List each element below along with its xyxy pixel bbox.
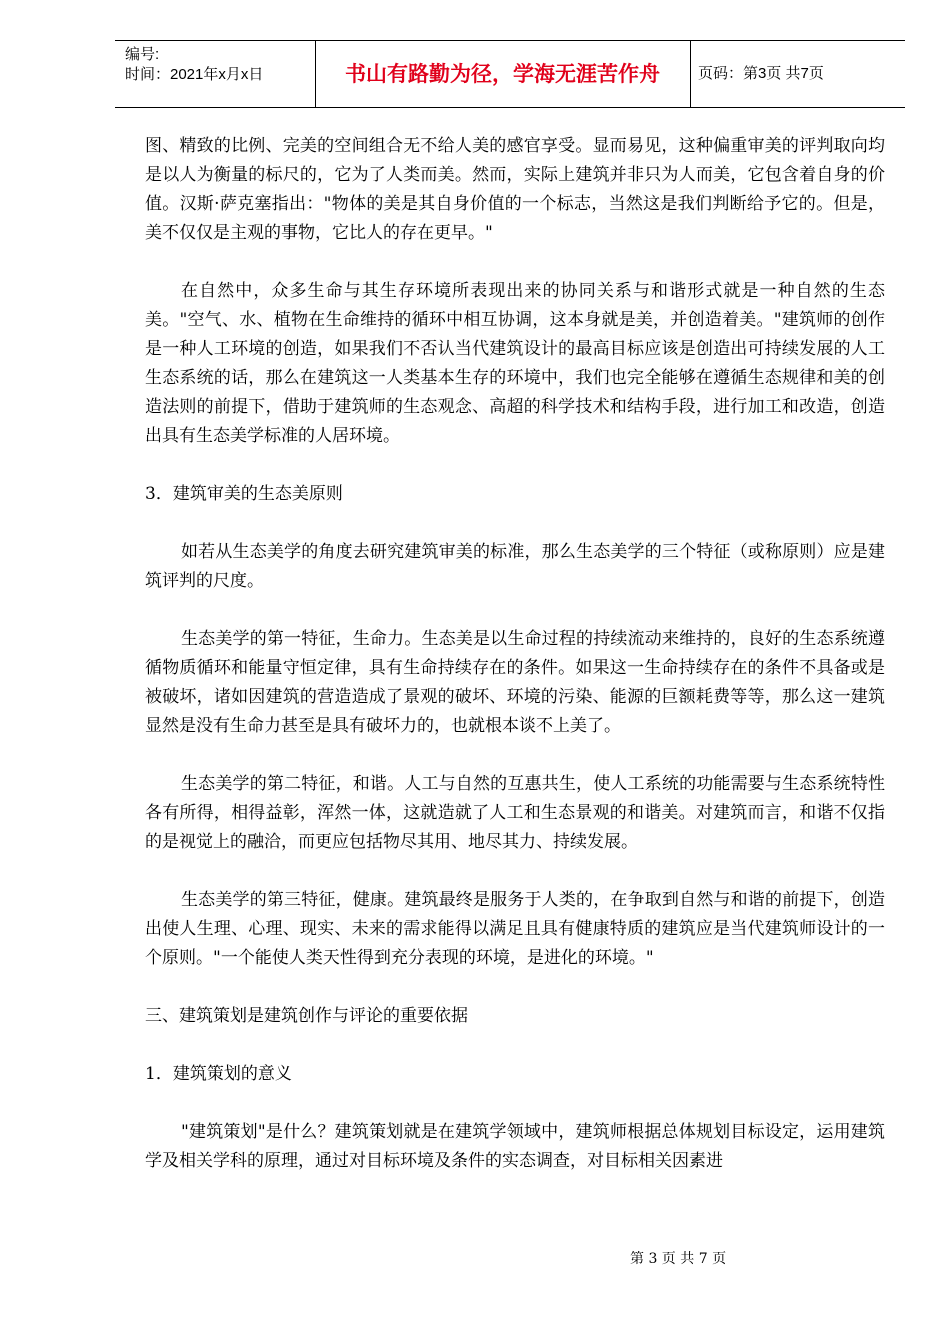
paragraph: 在自然中，众多生命与其生存环境所表现出来的协同关系与和谐形式就是一种自然的生态美。"空气、水、植物在生命维持的循环中相互协调，这本身就是美，并创造着美。"建筑师的创作是一种人工环境的创造，如果我们不否认当代建筑设计的最高目标应该是创造出可持续发展的人工生态系统的话，那么在建筑这一人类基本生存的环境中，我们也完全能够在遵循生态规律和美的创造法则的前提下，借助于建筑师的生态观念、高超的科学技术和结构手段，进行加工和改造，创造出具有生态美学标准的人居环境。: [145, 281, 885, 446]
header-page-number: 页码：第3页 共7页: [698, 65, 824, 82]
paragraph: 生态美学的第一特征，生命力。生态美是以生命过程的持续流动来维持的，良好的生态系统遵循物质循环和能量守恒定律，具有生命持续存在的条件。如果这一生命持续存在的条件不具备或是被破坏，诸如因建筑的营造造成了景观的破坏、环境的污染、能源的巨额耗费等等，那么这一建筑显然是没有生命力甚至是具有破坏力的，也就根本谈不上美了。: [145, 629, 885, 736]
paragraph: 生态美学的第二特征，和谐。人工与自然的互惠共生，使人工系统的功能需要与生态系统特性各有所得，相得益彰，浑然一体，这就造就了人工和生态景观的和谐美。对建筑而言，和谐不仅指的是视觉上的融洽，而更应包括物尽其用、地尽其力、持续发展。: [145, 774, 885, 852]
document-number-label: 编号:: [125, 46, 160, 63]
document-body: [145, 132, 885, 1205]
header-motto: 书山有路勤为径，学海无涯苦作舟: [315, 41, 691, 107]
paragraph: "建筑策划"是什么？建筑策划就是在建筑学领域中，建筑师根据总体规划目标设定，运用建筑学及相关学科的原理，通过对目标环境及条件的实态调查，对目标相关因素进: [145, 1122, 885, 1171]
page-footer: 第 3 页 共 7 页: [630, 1251, 727, 1267]
section-heading: 3．建筑审美的生态美原则: [145, 484, 343, 504]
section-heading: 三、建筑策划是建筑创作与评论的重要依据: [145, 1006, 468, 1026]
paragraph: 图、精致的比例、完美的空间组合无不给人美的感官享受。显而易见，这种偏重审美的评判取向均是以人为衡量的标尺的，它为了人类而美。然而，实际上建筑并非只为人而美，它包含着自身的价值。汉斯·萨克塞指出："物体的美是其自身价值的一个标志，当然这是我们判断给予它的。但是，美不仅仅是主观的事物，它比人的存在更早。": [145, 136, 885, 243]
section-heading: 1．建筑策划的意义: [145, 1064, 292, 1084]
page-header: [115, 40, 905, 108]
paragraph: 如若从生态美学的角度去研究建筑审美的标准，那么生态美学的三个特征（或称原则）应是建筑评判的尺度。: [145, 542, 885, 591]
paragraph: 生态美学的第三特征，健康。建筑最终是服务于人类的，在争取到自然与和谐的前提下，创造出使人生理、心理、现实、未来的需求能得以满足且具有健康特质的建筑应是当代建筑师设计的一个原则。"一个能使人类天性得到充分表现的环境，是进化的环境。": [145, 890, 885, 968]
document-time-label: 时间：2021年x月x日: [125, 66, 264, 83]
header-meta-cell: [115, 41, 316, 107]
